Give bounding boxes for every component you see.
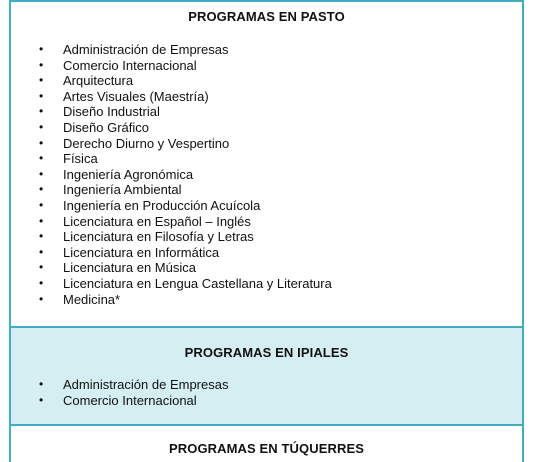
bullet-icon: • <box>39 166 44 181</box>
bullet-icon: • <box>39 229 44 244</box>
program-name: Comercio Internacional <box>63 57 197 73</box>
bullet-icon: • <box>39 88 44 103</box>
program-name: Arquitectura <box>63 73 134 89</box>
list-item <box>11 104 522 120</box>
list-item <box>11 58 522 74</box>
list-item <box>11 42 522 58</box>
program-name: Licenciatura en Lengua Castellana y Literatura <box>63 275 332 291</box>
program-name: Ingeniería Agronómica <box>63 166 194 182</box>
bullet-icon: • <box>39 213 44 228</box>
section-title-tuquerres: PROGRAMAS EN TÚQUERRES <box>168 441 365 456</box>
bullet-icon: • <box>39 151 44 166</box>
section-title-pasto: PROGRAMAS EN PASTO <box>188 9 345 24</box>
bullet-icon: • <box>39 377 44 391</box>
bullet-icon: • <box>39 197 44 212</box>
bullet-icon: • <box>39 291 44 306</box>
program-name: Comercio Internacional <box>63 392 197 408</box>
bullet-icon: • <box>39 73 44 88</box>
list-item <box>11 151 522 167</box>
bullet-icon: • <box>39 57 44 72</box>
bullet-icon: • <box>39 135 44 150</box>
list-item <box>11 229 522 245</box>
list-item <box>11 245 522 261</box>
list-item <box>11 292 522 308</box>
bullet-icon: • <box>39 392 44 407</box>
program-name: Licenciatura en Español – Inglés <box>63 213 251 229</box>
program-name: Administración de Empresas <box>63 377 229 392</box>
bullet-icon: • <box>39 104 44 119</box>
list-item <box>11 167 522 183</box>
list-item <box>11 136 522 152</box>
list-item <box>11 89 522 105</box>
program-name: Medicina* <box>63 291 121 307</box>
program-name: Ingeniería Ambiental <box>63 182 182 198</box>
program-name: Administración de Empresas <box>63 42 229 57</box>
list-item <box>11 73 522 89</box>
bullet-icon: • <box>39 244 44 259</box>
program-name: Diseño Gráfico <box>63 119 149 135</box>
bullet-icon: • <box>39 275 44 290</box>
list-item <box>11 393 522 409</box>
program-name: Ingeniería en Producción Acuícola <box>63 197 261 213</box>
bullet-icon: • <box>39 260 44 275</box>
program-list-pasto <box>11 42 522 307</box>
list-item <box>11 260 522 276</box>
section-tuquerres <box>11 426 522 462</box>
section-ipiales <box>11 326 522 426</box>
program-name: Diseño Industrial <box>63 104 160 120</box>
bullet-icon: • <box>39 182 44 197</box>
program-name: Licenciatura en Música <box>63 260 196 276</box>
program-name: Licenciatura en Informática <box>63 244 220 260</box>
list-item <box>11 182 522 198</box>
program-name: Artes Visuales (Maestría) <box>63 88 209 104</box>
list-item <box>11 198 522 214</box>
program-name: Derecho Diurno y Vespertino <box>63 135 230 151</box>
programs-table <box>9 0 524 462</box>
program-list-ipiales <box>11 377 522 408</box>
bullet-icon: • <box>39 119 44 134</box>
list-item <box>11 377 522 393</box>
section-title-ipiales: PROGRAMAS EN IPIALES <box>184 345 349 360</box>
section-pasto <box>11 0 522 326</box>
list-item <box>11 214 522 230</box>
program-name: Licenciatura en Filosofía y Letras <box>63 229 254 245</box>
bullet-icon: • <box>39 42 44 56</box>
list-item <box>11 276 522 292</box>
program-name: Física <box>63 151 98 167</box>
list-item <box>11 120 522 136</box>
